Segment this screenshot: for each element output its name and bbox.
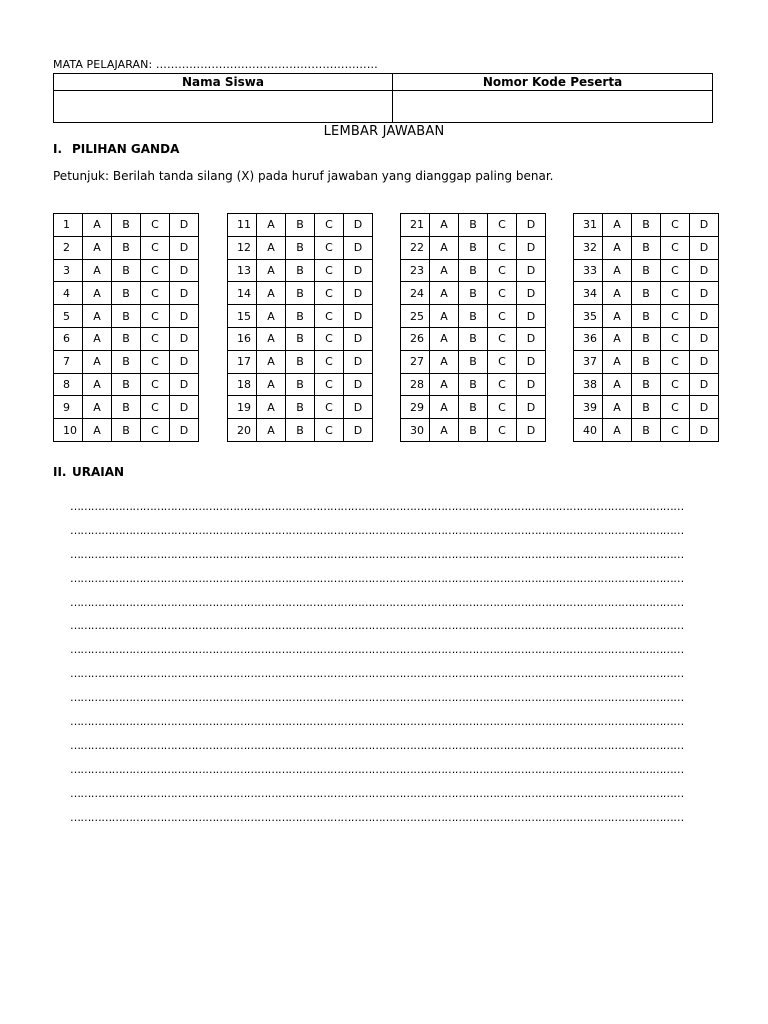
answer-option-c[interactable]: C xyxy=(488,419,517,442)
answer-option-d[interactable]: D xyxy=(690,350,719,373)
answer-option-d[interactable]: D xyxy=(690,236,719,259)
answer-row xyxy=(54,327,199,350)
answer-option-b[interactable]: B xyxy=(112,350,141,373)
essay-line[interactable]: …………………………………………………………………………………………………………………………………………………………… xyxy=(70,738,684,752)
answer-option-b[interactable]: B xyxy=(112,214,141,237)
essay-line[interactable]: …………………………………………………………………………………………………………………………………………………………… xyxy=(70,571,684,585)
answer-option-d[interactable]: D xyxy=(517,214,546,237)
answer-option-c[interactable]: C xyxy=(661,214,690,237)
answer-option-c[interactable]: C xyxy=(488,214,517,237)
question-number: 5 xyxy=(54,305,83,328)
question-number: 25 xyxy=(401,305,430,328)
answer-option-b[interactable]: B xyxy=(632,259,661,282)
answer-option-c[interactable]: C xyxy=(141,327,170,350)
answer-option-b[interactable]: B xyxy=(286,396,315,419)
answer-row xyxy=(228,259,373,282)
answer-option-b[interactable]: B xyxy=(112,282,141,305)
answer-option-c[interactable]: C xyxy=(488,305,517,328)
answer-option-c[interactable]: C xyxy=(315,259,344,282)
answer-option-c[interactable]: C xyxy=(661,327,690,350)
answer-option-c[interactable]: C xyxy=(315,282,344,305)
answer-option-d[interactable]: D xyxy=(344,419,373,442)
page-title: LEMBAR JAWABAN xyxy=(323,124,445,139)
answer-option-a[interactable]: A xyxy=(430,373,459,396)
answer-option-a[interactable]: A xyxy=(603,305,632,328)
answer-row xyxy=(574,214,719,237)
question-number: 14 xyxy=(228,282,257,305)
essay-answer-lines xyxy=(70,499,710,833)
answer-option-d[interactable]: D xyxy=(344,327,373,350)
answer-option-b[interactable]: B xyxy=(459,350,488,373)
answer-option-d[interactable]: D xyxy=(170,282,199,305)
question-number: 39 xyxy=(574,396,603,419)
question-number: 31 xyxy=(574,214,603,237)
answer-option-a[interactable]: A xyxy=(257,396,286,419)
answer-option-d[interactable]: D xyxy=(344,214,373,237)
answer-row xyxy=(228,419,373,442)
essay-line[interactable]: …………………………………………………………………………………………………………………………………………………………… xyxy=(70,643,684,657)
answer-option-d[interactable]: D xyxy=(517,396,546,419)
answer-row xyxy=(574,373,719,396)
answer-option-d[interactable]: D xyxy=(690,259,719,282)
answer-block xyxy=(227,213,373,442)
answer-option-c[interactable]: C xyxy=(315,373,344,396)
essay-line[interactable]: …………………………………………………………………………………………………………………………………………………………… xyxy=(70,500,684,513)
answer-row xyxy=(574,419,719,442)
answer-block xyxy=(573,213,719,442)
answer-option-d[interactable]: D xyxy=(170,305,199,328)
question-number: 38 xyxy=(574,373,603,396)
question-number: 33 xyxy=(574,259,603,282)
answer-row xyxy=(574,327,719,350)
question-number: 8 xyxy=(54,373,83,396)
answer-row xyxy=(54,396,199,419)
answer-row xyxy=(574,396,719,419)
answer-option-c[interactable]: C xyxy=(141,282,170,305)
question-number: 6 xyxy=(54,327,83,350)
question-number: 12 xyxy=(228,236,257,259)
answer-option-b[interactable]: B xyxy=(632,236,661,259)
participant-code-field[interactable] xyxy=(393,91,713,123)
answer-option-a[interactable]: A xyxy=(430,327,459,350)
question-number: 7 xyxy=(54,350,83,373)
essay-line[interactable]: …………………………………………………………………………………………………………………………………………………………… xyxy=(70,786,684,800)
question-number: 27 xyxy=(401,350,430,373)
answer-option-b[interactable]: B xyxy=(286,214,315,237)
answer-option-a[interactable]: A xyxy=(430,396,459,419)
question-number: 28 xyxy=(401,373,430,396)
answer-option-c[interactable]: C xyxy=(315,305,344,328)
answer-option-a[interactable]: A xyxy=(603,373,632,396)
answer-option-a[interactable]: A xyxy=(83,373,112,396)
answer-row xyxy=(401,214,546,237)
answer-option-c[interactable]: C xyxy=(315,419,344,442)
answer-option-c[interactable]: C xyxy=(141,214,170,237)
answer-option-b[interactable]: B xyxy=(112,259,141,282)
answer-option-d[interactable]: D xyxy=(517,350,546,373)
answer-option-a[interactable]: A xyxy=(83,236,112,259)
question-number: 26 xyxy=(401,327,430,350)
answer-option-a[interactable]: A xyxy=(603,396,632,419)
answer-option-b[interactable]: B xyxy=(112,327,141,350)
answer-option-d[interactable]: D xyxy=(690,282,719,305)
answer-option-b[interactable]: B xyxy=(286,305,315,328)
question-number: 10 xyxy=(54,419,83,442)
answer-option-b[interactable]: B xyxy=(112,236,141,259)
answer-option-d[interactable]: D xyxy=(344,282,373,305)
answer-option-c[interactable]: C xyxy=(661,236,690,259)
answer-option-c[interactable]: C xyxy=(315,214,344,237)
answer-option-d[interactable]: D xyxy=(517,419,546,442)
answer-option-a[interactable]: A xyxy=(430,282,459,305)
answer-option-a[interactable]: A xyxy=(257,236,286,259)
answer-option-d[interactable]: D xyxy=(170,214,199,237)
question-number: 29 xyxy=(401,396,430,419)
answer-option-d[interactable]: D xyxy=(344,373,373,396)
answer-row xyxy=(401,396,546,419)
answer-option-d[interactable]: D xyxy=(517,259,546,282)
answer-option-a[interactable]: A xyxy=(83,214,112,237)
question-number: 11 xyxy=(228,214,257,237)
answer-option-a[interactable]: A xyxy=(83,327,112,350)
answer-option-c[interactable]: C xyxy=(661,373,690,396)
answer-option-a[interactable]: A xyxy=(430,419,459,442)
answer-option-d[interactable]: D xyxy=(170,419,199,442)
answer-option-b[interactable]: B xyxy=(286,236,315,259)
essay-line[interactable]: …………………………………………………………………………………………………………………………………………………………… xyxy=(70,619,684,633)
question-number: 16 xyxy=(228,327,257,350)
answer-option-a[interactable]: A xyxy=(430,236,459,259)
answer-option-a[interactable]: A xyxy=(257,214,286,237)
answer-option-c[interactable]: C xyxy=(315,350,344,373)
answer-option-c[interactable]: C xyxy=(141,259,170,282)
answer-option-b[interactable]: B xyxy=(112,305,141,328)
answer-row xyxy=(401,327,546,350)
answer-option-c[interactable]: C xyxy=(661,396,690,419)
answer-option-b[interactable]: B xyxy=(112,419,141,442)
answer-row xyxy=(228,350,373,373)
participant-code-header: Nomor Kode Peserta xyxy=(393,74,713,91)
section-number: II. xyxy=(53,465,67,479)
answer-row xyxy=(401,373,546,396)
answer-option-d[interactable]: D xyxy=(690,305,719,328)
essay-line[interactable]: …………………………………………………………………………………………………………………………………………………………… xyxy=(70,691,684,705)
answer-option-b[interactable]: B xyxy=(286,259,315,282)
question-number: 23 xyxy=(401,259,430,282)
essay-line[interactable]: …………………………………………………………………………………………………………………………………………………………… xyxy=(70,547,684,561)
question-number: 2 xyxy=(54,236,83,259)
answer-option-c[interactable]: C xyxy=(661,282,690,305)
answer-row xyxy=(228,327,373,350)
essay-line[interactable]: …………………………………………………………………………………………………………………………………………………………… xyxy=(70,762,684,776)
answer-row xyxy=(228,214,373,237)
question-number: 34 xyxy=(574,282,603,305)
answer-option-d[interactable]: D xyxy=(170,259,199,282)
essay-line[interactable]: …………………………………………………………………………………………………………………………………………………………… xyxy=(70,667,684,681)
student-name-header: Nama Siswa xyxy=(54,74,393,91)
answer-option-c[interactable]: C xyxy=(141,305,170,328)
answer-row xyxy=(401,282,546,305)
question-number: 17 xyxy=(228,350,257,373)
answer-option-d[interactable]: D xyxy=(517,305,546,328)
answer-option-d[interactable]: D xyxy=(344,259,373,282)
question-number: 32 xyxy=(574,236,603,259)
instruction-text: Petunjuk: Berilah tanda silang (X) pada huruf jawaban yang dianggap paling benar. xyxy=(53,169,554,183)
question-number: 19 xyxy=(228,396,257,419)
answer-row xyxy=(54,419,199,442)
section-title: URAIAN xyxy=(72,465,125,479)
answer-option-a[interactable]: A xyxy=(257,327,286,350)
essay-line[interactable]: …………………………………………………………………………………………………………………………………………………………… xyxy=(70,715,684,729)
question-number: 1 xyxy=(54,214,83,237)
answer-option-a[interactable]: A xyxy=(83,396,112,419)
answer-option-d[interactable]: D xyxy=(517,327,546,350)
answer-option-d[interactable]: D xyxy=(170,350,199,373)
answer-row xyxy=(401,419,546,442)
answer-option-c[interactable]: C xyxy=(315,327,344,350)
answer-option-c[interactable]: C xyxy=(661,350,690,373)
answer-option-d[interactable]: D xyxy=(517,236,546,259)
question-number: 4 xyxy=(54,282,83,305)
answer-option-b[interactable]: B xyxy=(459,419,488,442)
answer-option-a[interactable]: A xyxy=(83,350,112,373)
question-number: 24 xyxy=(401,282,430,305)
answer-option-a[interactable]: A xyxy=(430,350,459,373)
answer-option-b[interactable]: B xyxy=(632,373,661,396)
answer-row xyxy=(54,373,199,396)
section-multiple-choice-heading xyxy=(53,142,179,156)
answer-option-b[interactable]: B xyxy=(459,373,488,396)
answer-option-d[interactable]: D xyxy=(344,396,373,419)
answer-option-a[interactable]: A xyxy=(257,373,286,396)
answer-option-a[interactable]: A xyxy=(603,327,632,350)
answer-option-d[interactable]: D xyxy=(690,327,719,350)
answer-row xyxy=(401,305,546,328)
answer-row xyxy=(54,305,199,328)
answer-option-c[interactable]: C xyxy=(661,305,690,328)
question-number: 36 xyxy=(574,327,603,350)
answer-block xyxy=(400,213,546,442)
answer-option-b[interactable]: B xyxy=(459,396,488,419)
answer-option-b[interactable]: B xyxy=(459,282,488,305)
answer-row xyxy=(54,282,199,305)
answer-option-d[interactable]: D xyxy=(690,373,719,396)
answer-option-a[interactable]: A xyxy=(603,282,632,305)
answer-option-c[interactable]: C xyxy=(141,419,170,442)
answer-row xyxy=(54,259,199,282)
answer-option-c[interactable]: C xyxy=(141,396,170,419)
answer-option-b[interactable]: B xyxy=(112,373,141,396)
section-title: PILIHAN GANDA xyxy=(72,142,180,156)
question-number: 21 xyxy=(401,214,430,237)
answer-option-d[interactable]: D xyxy=(170,373,199,396)
answer-row xyxy=(574,282,719,305)
answer-row xyxy=(401,350,546,373)
answer-option-c[interactable]: C xyxy=(488,373,517,396)
answer-option-d[interactable]: D xyxy=(690,214,719,237)
answer-option-c[interactable]: C xyxy=(488,350,517,373)
answer-option-c[interactable]: C xyxy=(661,259,690,282)
essay-line[interactable]: …………………………………………………………………………………………………………………………………………………………… xyxy=(70,595,684,609)
answer-option-b[interactable]: B xyxy=(286,282,315,305)
answer-option-d[interactable]: D xyxy=(170,236,199,259)
question-number: 9 xyxy=(54,396,83,419)
answer-option-c[interactable]: C xyxy=(315,396,344,419)
question-number: 18 xyxy=(228,373,257,396)
answer-row xyxy=(54,214,199,237)
answer-option-d[interactable]: D xyxy=(344,350,373,373)
question-number: 15 xyxy=(228,305,257,328)
answer-row xyxy=(228,396,373,419)
question-number: 35 xyxy=(574,305,603,328)
question-number: 20 xyxy=(228,419,257,442)
answer-option-b[interactable]: B xyxy=(632,350,661,373)
answer-row xyxy=(228,373,373,396)
student-id-table xyxy=(53,73,713,123)
section-number: I. xyxy=(53,142,63,156)
answer-option-b[interactable]: B xyxy=(286,327,315,350)
answer-option-d[interactable]: D xyxy=(344,305,373,328)
answer-option-d[interactable]: D xyxy=(517,373,546,396)
answer-option-a[interactable]: A xyxy=(257,350,286,373)
answer-row xyxy=(574,305,719,328)
section-essay-heading xyxy=(53,465,124,479)
answer-option-c[interactable]: C xyxy=(488,327,517,350)
answer-row xyxy=(574,350,719,373)
answer-option-a[interactable]: A xyxy=(430,305,459,328)
answer-option-a[interactable]: A xyxy=(603,350,632,373)
answer-option-c[interactable]: C xyxy=(141,350,170,373)
answer-row xyxy=(574,259,719,282)
answer-option-c[interactable]: C xyxy=(488,282,517,305)
answer-row xyxy=(401,259,546,282)
question-number: 40 xyxy=(574,419,603,442)
answer-option-a[interactable]: A xyxy=(83,419,112,442)
answer-option-a[interactable]: A xyxy=(257,419,286,442)
answer-option-b[interactable]: B xyxy=(112,396,141,419)
answer-option-a[interactable]: A xyxy=(430,259,459,282)
answer-option-b[interactable]: B xyxy=(632,214,661,237)
question-number: 37 xyxy=(574,350,603,373)
answer-option-b[interactable]: B xyxy=(632,396,661,419)
answer-option-b[interactable]: B xyxy=(286,419,315,442)
answer-option-c[interactable]: C xyxy=(141,373,170,396)
answer-option-c[interactable]: C xyxy=(141,236,170,259)
answer-block xyxy=(53,213,199,442)
answer-option-b[interactable]: B xyxy=(459,236,488,259)
answer-option-d[interactable]: D xyxy=(170,396,199,419)
answer-option-b[interactable]: B xyxy=(632,282,661,305)
answer-option-a[interactable]: A xyxy=(83,305,112,328)
answer-option-b[interactable]: B xyxy=(286,373,315,396)
answer-option-d[interactable]: D xyxy=(344,236,373,259)
answer-option-c[interactable]: C xyxy=(488,396,517,419)
answer-option-a[interactable]: A xyxy=(603,236,632,259)
essay-line[interactable]: …………………………………………………………………………………………………………………………………………………………… xyxy=(70,523,684,537)
answer-option-d[interactable]: D xyxy=(690,396,719,419)
answer-option-b[interactable]: B xyxy=(459,259,488,282)
answer-row xyxy=(228,305,373,328)
question-number: 30 xyxy=(401,419,430,442)
answer-option-a[interactable]: A xyxy=(83,259,112,282)
answer-option-a[interactable]: A xyxy=(257,282,286,305)
answer-option-c[interactable]: C xyxy=(661,419,690,442)
subject-label: MATA PELAJARAN: …………………………………………………… xyxy=(53,58,378,71)
answer-option-a[interactable]: A xyxy=(603,259,632,282)
answer-option-b[interactable]: B xyxy=(459,327,488,350)
answer-row xyxy=(228,236,373,259)
answer-option-d[interactable]: D xyxy=(517,282,546,305)
answer-option-b[interactable]: B xyxy=(459,214,488,237)
answer-option-a[interactable]: A xyxy=(603,214,632,237)
answer-option-a[interactable]: A xyxy=(603,419,632,442)
answer-option-a[interactable]: A xyxy=(430,214,459,237)
answer-option-b[interactable]: B xyxy=(286,350,315,373)
answer-option-b[interactable]: B xyxy=(632,305,661,328)
answer-option-c[interactable]: C xyxy=(488,259,517,282)
answer-row xyxy=(574,236,719,259)
answer-option-a[interactable]: A xyxy=(257,259,286,282)
answer-option-b[interactable]: B xyxy=(632,419,661,442)
answer-option-a[interactable]: A xyxy=(83,282,112,305)
answer-option-c[interactable]: C xyxy=(488,236,517,259)
answer-option-b[interactable]: B xyxy=(459,305,488,328)
answer-row xyxy=(54,350,199,373)
answer-row xyxy=(54,236,199,259)
question-number: 22 xyxy=(401,236,430,259)
essay-line[interactable]: …………………………………………………………………………………………………………………………………………………………… xyxy=(70,810,684,824)
answer-row xyxy=(228,282,373,305)
answer-option-d[interactable]: D xyxy=(690,419,719,442)
question-number: 3 xyxy=(54,259,83,282)
answer-option-b[interactable]: B xyxy=(632,327,661,350)
answer-option-c[interactable]: C xyxy=(315,236,344,259)
question-number: 13 xyxy=(228,259,257,282)
answer-row xyxy=(401,236,546,259)
student-name-field[interactable] xyxy=(54,91,393,123)
answer-option-d[interactable]: D xyxy=(170,327,199,350)
answer-option-a[interactable]: A xyxy=(257,305,286,328)
